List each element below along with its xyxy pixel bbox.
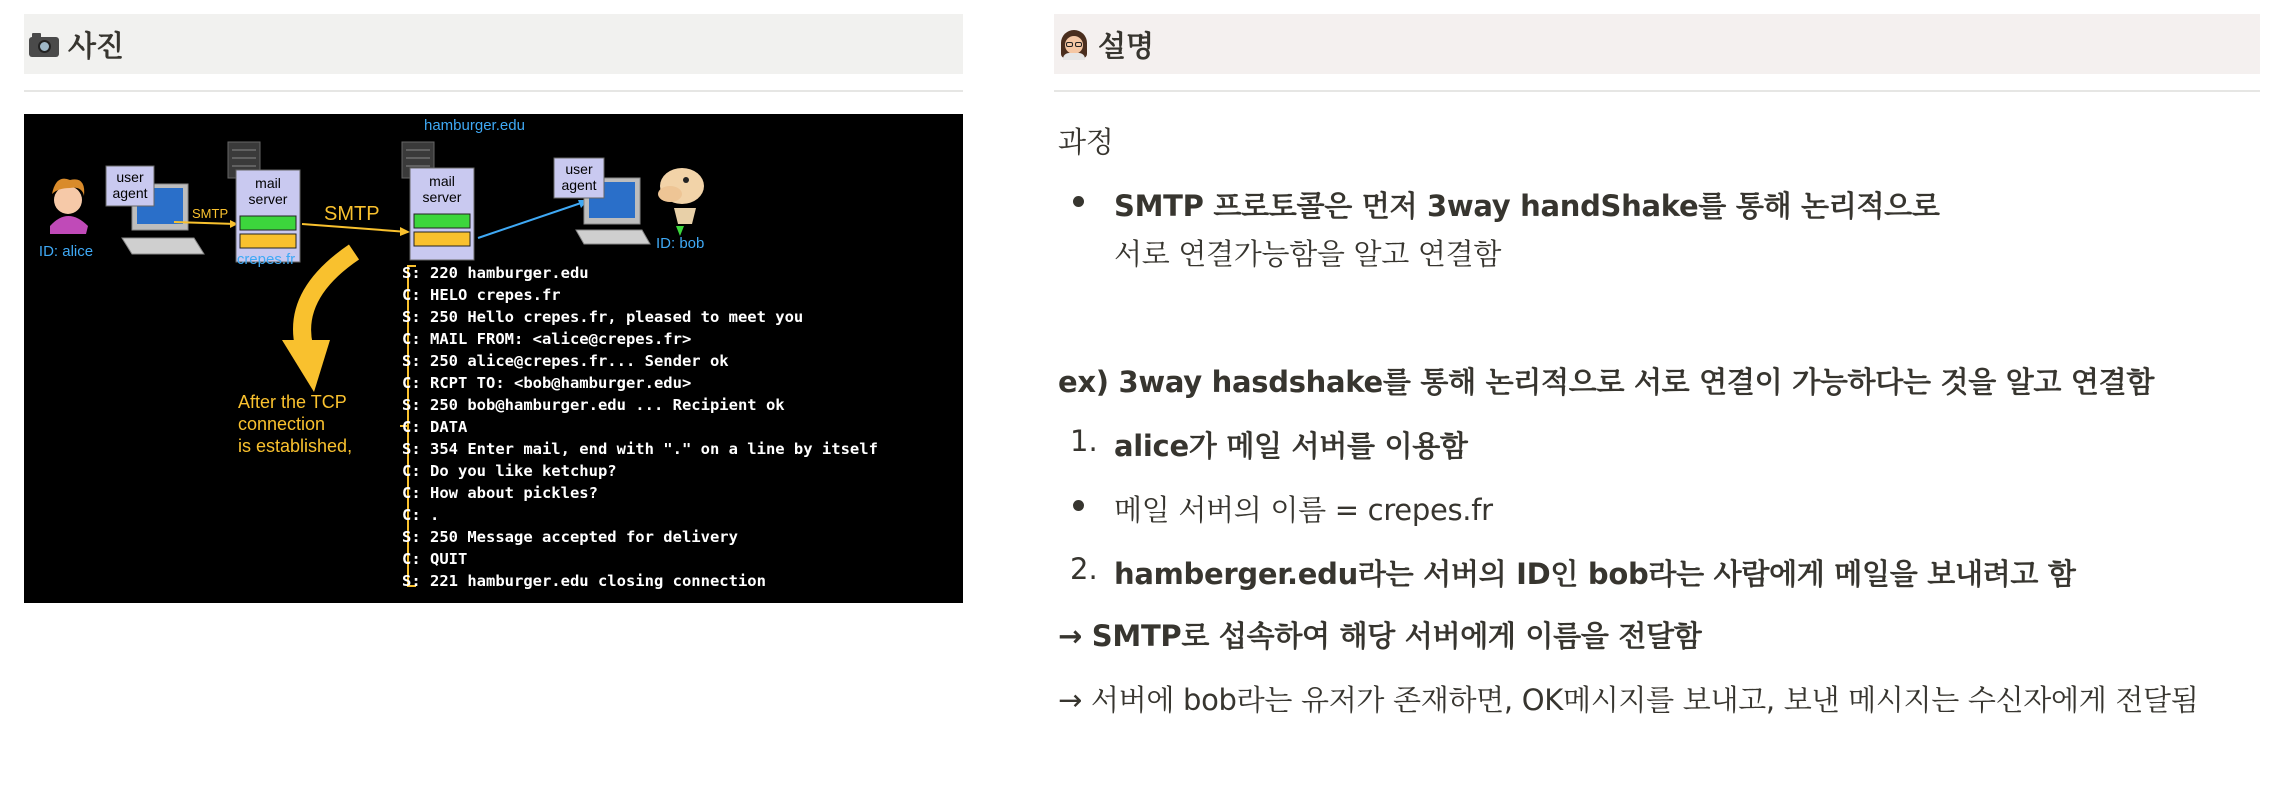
mail-server-left-line1: mail	[255, 175, 281, 191]
photo-column	[24, 14, 963, 590]
dialogue-line: C: DATA	[402, 418, 468, 436]
photo-header-divider	[24, 90, 963, 92]
dialogue-line: C: QUIT	[402, 550, 468, 568]
dialogue-line: C: HELO crepes.fr	[402, 286, 561, 304]
dialogue-line: C: How about pickles?	[402, 484, 598, 502]
id-bob-label: ID: bob	[656, 235, 705, 252]
smtp-big-label: SMTP	[324, 203, 380, 225]
dialogue-line: S: 250 alice@crepes.fr... Sender ok	[402, 352, 729, 370]
list-number-1: 1.	[1070, 424, 1098, 458]
id-alice-label: ID: alice	[38, 243, 94, 260]
user-agent-left-line2: agent	[112, 185, 148, 201]
explanation-header-title: 설명	[1098, 28, 1155, 63]
dialogue-line: C: RCPT TO: <bob@hamburger.edu>	[402, 374, 692, 392]
user-agent-right-line2: agent	[561, 177, 597, 193]
smtp-diagram	[24, 114, 963, 603]
bullet1-line1: SMTP 프로토콜은 먼저 3way handShake를 통해 논리적으로	[1114, 189, 1940, 223]
bullet-dot	[1073, 500, 1084, 511]
user-agent-left-line1: user	[116, 169, 144, 185]
camera-icon	[28, 28, 60, 60]
dialogue-line: C: Do you like ketchup?	[402, 462, 617, 480]
dialogue-line: S: 250 Hello crepes.fr, pleased to meet you	[402, 308, 804, 326]
dialogue-line: C: .	[402, 506, 440, 524]
smtp-arrow-big	[302, 224, 408, 232]
mail-server-right-line2: server	[422, 189, 462, 205]
dialogue-line: S: 250 bob@hamburger.edu ... Recipient ok	[402, 396, 785, 414]
smtp-small-label: SMTP	[192, 206, 229, 221]
dialogue-line: S: 354 Enter mail, end with "." on a line by itself	[402, 440, 878, 458]
teacher-icon	[1058, 28, 1090, 60]
dialogue-line: S: 220 hamburger.edu	[402, 264, 589, 282]
example-line: ex) 3way hasdshake를 통해 논리적으로 서로 연결이 가능하다는 것을 알고 연결함	[1058, 365, 2155, 399]
tcp-note-line2: connection	[238, 414, 326, 434]
hamburger-label: hamburger.edu	[424, 117, 525, 134]
smtp-diagram-image	[24, 114, 963, 603]
tcp-curved-arrow	[302, 252, 354, 346]
explanation-header	[1054, 14, 2260, 74]
section-title: 과정	[1058, 125, 1114, 159]
dialogue-line: C: MAIL FROM: <alice@crepes.fr>	[402, 330, 692, 348]
bullet2: 메일 서버의 이름 = crepes.fr	[1114, 493, 1493, 527]
delivery-arrow	[478, 202, 584, 238]
dialogue-line: S: 250 Message accepted for delivery	[402, 528, 738, 546]
bullet-dot	[1073, 196, 1084, 207]
smtp-dialogue	[402, 264, 878, 590]
mail-server-left-line2: server	[248, 191, 288, 207]
user-agent-right-line1: user	[565, 161, 593, 177]
bullet1-line2: 서로 연결가능함을 알고 연결함	[1114, 237, 1502, 271]
tcp-note-line3: is established,	[238, 436, 353, 456]
explanation-header-divider	[1054, 90, 2260, 92]
list-item-1: alice가 메일 서버를 이용함	[1114, 429, 1468, 463]
bob-figure	[658, 168, 704, 236]
list-item-2: hamberger.edu라는 서버의 ID인 bob라는 사람에게 메일을 보내려고 함	[1114, 557, 2076, 591]
tcp-note-line1: After the TCP	[238, 392, 347, 412]
arrow-line-1: → SMTP로 섭속하여 해당 서버에게 이름을 전달함	[1058, 619, 1702, 653]
dialogue-line: S: 221 hamburger.edu closing connection	[402, 572, 766, 590]
crepes-label: crepes.fr	[236, 251, 296, 268]
photo-header	[24, 14, 963, 74]
explanation-column	[1054, 14, 2260, 717]
arrow-line-2: → 서버에 bob라는 유저가 존재하면, OK메시지를 보내고, 보낸 메시지는 수신자에게 전달됨	[1058, 683, 2199, 717]
list-number-2: 2.	[1070, 552, 1098, 586]
alice-figure	[50, 179, 88, 234]
mail-server-right-line1: mail	[429, 173, 455, 189]
photo-header-title: 사진	[68, 28, 125, 63]
